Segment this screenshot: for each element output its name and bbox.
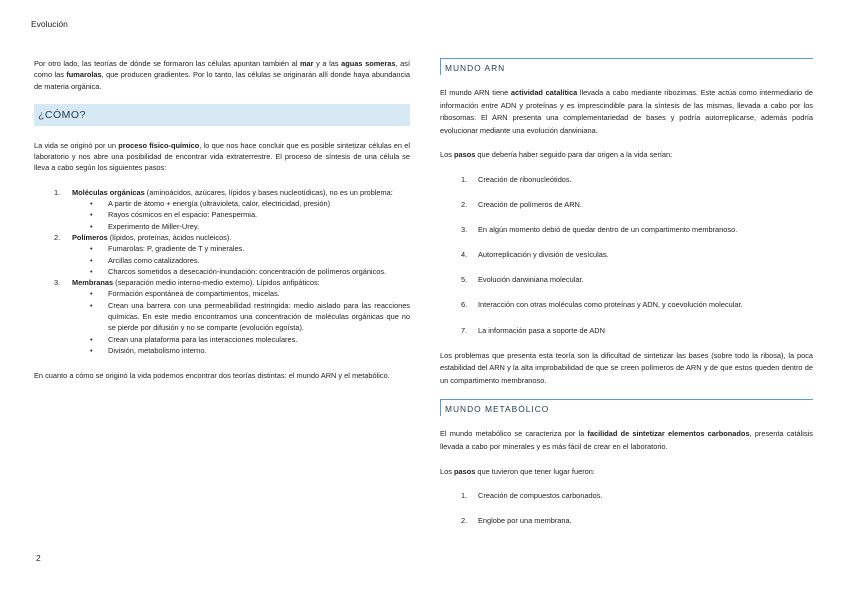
bullet-icon: • (90, 300, 93, 310)
list-item: • Charcos sometidos a desecación-inundación: concentración de polímeros orgánicos. (90, 266, 387, 276)
list-item: • Formación espontánea de compartimentos, micelas. (90, 289, 280, 299)
arn-heading: MUNDO ARN (440, 58, 813, 75)
list-item: 4. Autorreplicación y división de vesículas. (461, 250, 609, 260)
bullet-icon: • (90, 199, 93, 209)
right-column (440, 58, 813, 540)
list-item: 5. Evolución darwiniana molecular. (461, 275, 584, 285)
list-item: 2. Creación de polímeros de ARN. (461, 200, 582, 210)
list-item: • Arcillas como catalizadores. (90, 255, 200, 265)
synthesis-steps-list (34, 187, 410, 356)
como-paragraph: La vida se originó por un proceso físico-químico, lo que nos hace concluir que es posible sintetizar células en el laboratorio y nos abre una posibilidad de encontrar vida extraterrestre. El proceso de síntesis de una célula se lleva a cabo según los siguientes pasos: (34, 140, 411, 173)
arn-steps-intro: Los pasos que debería haber seguido para dar origen a la vida serían: (440, 150, 673, 160)
list-item: • A partir de átomo + energía (ultravioleta, calor, electricidad, presión) (90, 199, 331, 209)
list-item: 7. La información pasa a soporte de ADN (461, 325, 605, 335)
list-item: 6. Interacción con otras moléculas como proteínas y ADN, y coevolución molecular. (461, 300, 743, 310)
list-item: 1. Creación de compuestos carbonados. (461, 491, 603, 501)
list-item: • Fumarolas: P, gradiente de T y minerales. (90, 244, 245, 254)
arn-paragraph: El mundo ARN tiene actividad catalítica llevada a cabo mediante ribozimas. Este actúa como intermediario de información entre ADN y proteínas y es imprescindible para la síntesis de las mismas, llevada a cabo por los ribosomas. El ARN presenta una complementariedad de bases y podría autorreplicarse, además podría evolucionar mediante una evolución darwiniana. (440, 88, 813, 135)
como-heading: ¿CÓMO? (34, 104, 410, 126)
bullet-icon: • (90, 266, 93, 276)
bullet-icon: • (90, 210, 93, 220)
list-item: • Experimento de Miller-Urey. (90, 221, 200, 231)
list-item: 1. Creación de ribonucleótidos. (461, 174, 572, 184)
closing-paragraph: En cuanto a cómo se originó la vida podemos encontrar dos teorías distintas: el mundo ARN y el metabólico. (34, 371, 390, 381)
list-item: 3. En algún momento debió de quedar dentro de un compartimento membranoso. (461, 225, 738, 235)
sub-list (72, 243, 410, 277)
left-column (34, 58, 410, 382)
list-item: 2. Polímeros (lípidos, proteínas, ácidos nucleicos). • Fumarolas: P, gradiente de T y minerales. • Arcillas como catalizadores. • Charcos sometidos a desecación-inundación: concentración de polímeros orgánicos. (34, 232, 410, 277)
list-item: • División, metabolismo interno. (90, 345, 207, 355)
bullet-icon: • (90, 289, 93, 299)
bullet-icon: • (90, 345, 93, 355)
bullet-icon: • (90, 244, 93, 254)
bullet-icon: • (90, 334, 93, 344)
bullet-icon: • (90, 255, 93, 265)
metabolic-heading: MUNDO METABÓLICO (440, 399, 813, 416)
list-item: • Crean una plataforma para las interacciones moleculares. (90, 334, 298, 344)
list-item: 2. Englobe por una membrana. (461, 516, 572, 526)
intro-paragraph: Por otro lado, las teorías de dónde se formaron las células apuntan también al mar y a las aguas someras, así como las fumarolas, que producen gradientes. Por lo tanto, las células se originarán allí donde haya abundancia de materia orgánica. (34, 59, 411, 91)
sub-list (72, 288, 410, 356)
metabolic-paragraph: El mundo metabólico se caracteriza por la facilidad de sintetizar elementos carbonados, presenta catálisis llevada a cabo por minerales y es más fácil de crear en el laboratorio. (440, 429, 813, 451)
sub-list (72, 198, 410, 232)
list-item: • Rayos cósmicos en el espacio: Panespermia. (90, 210, 258, 220)
metabolic-steps-intro: Los pasos que tuvieron que tener lugar fueron: (440, 466, 595, 476)
page-number: 2 (36, 553, 41, 563)
page-header: Evolución (31, 19, 68, 29)
bullet-icon: • (90, 221, 93, 231)
metabolic-steps-list (440, 490, 813, 528)
list-item: 3. Membranas (separación medio interno-medio externo). Lípidos anfipáticos: • Formación espontánea de compartimentos, micelas. • Crean una barrera con una permeabilidad restringida: medio aislado para las reacciones químicas. En este medio encontramos una concentración de moléculas orgánicas que no se pierde por difusión y no se comparte (evolución egoísta). • Crean una plataforma para las interacciones moleculares. • División, metabolismo interno. (54, 278, 410, 355)
list-item: • Crean una barrera con una permeabilidad restringida: medio aislado para las reacciones químicas. En este medio encontramos una concentración de moléculas orgánicas que no se pierde por difusión y no se comparte (evolución egoísta). (90, 300, 410, 333)
problems-paragraph: Los problemas que presenta esta teoría son la dificultad de sintetizar las bases (sobre todo la ribosa), la poca estabilidad del ARN y la alta improbabilidad de que se creen polímeros de ARN y de que estos queden dentro de un compartimento membranoso. (440, 350, 813, 385)
list-item: 1. Moléculas orgánicas (aminoácidos, azúcares, lípidos y bases nucleotídicas), no es un problema: • A partir de átomo + energía (ultravioleta, calor, electricidad, presión) • Rayos cósmicos en el espacio: Panespermia. • Experimento de Miller-Urey. (34, 187, 410, 232)
arn-steps-list (440, 174, 813, 337)
